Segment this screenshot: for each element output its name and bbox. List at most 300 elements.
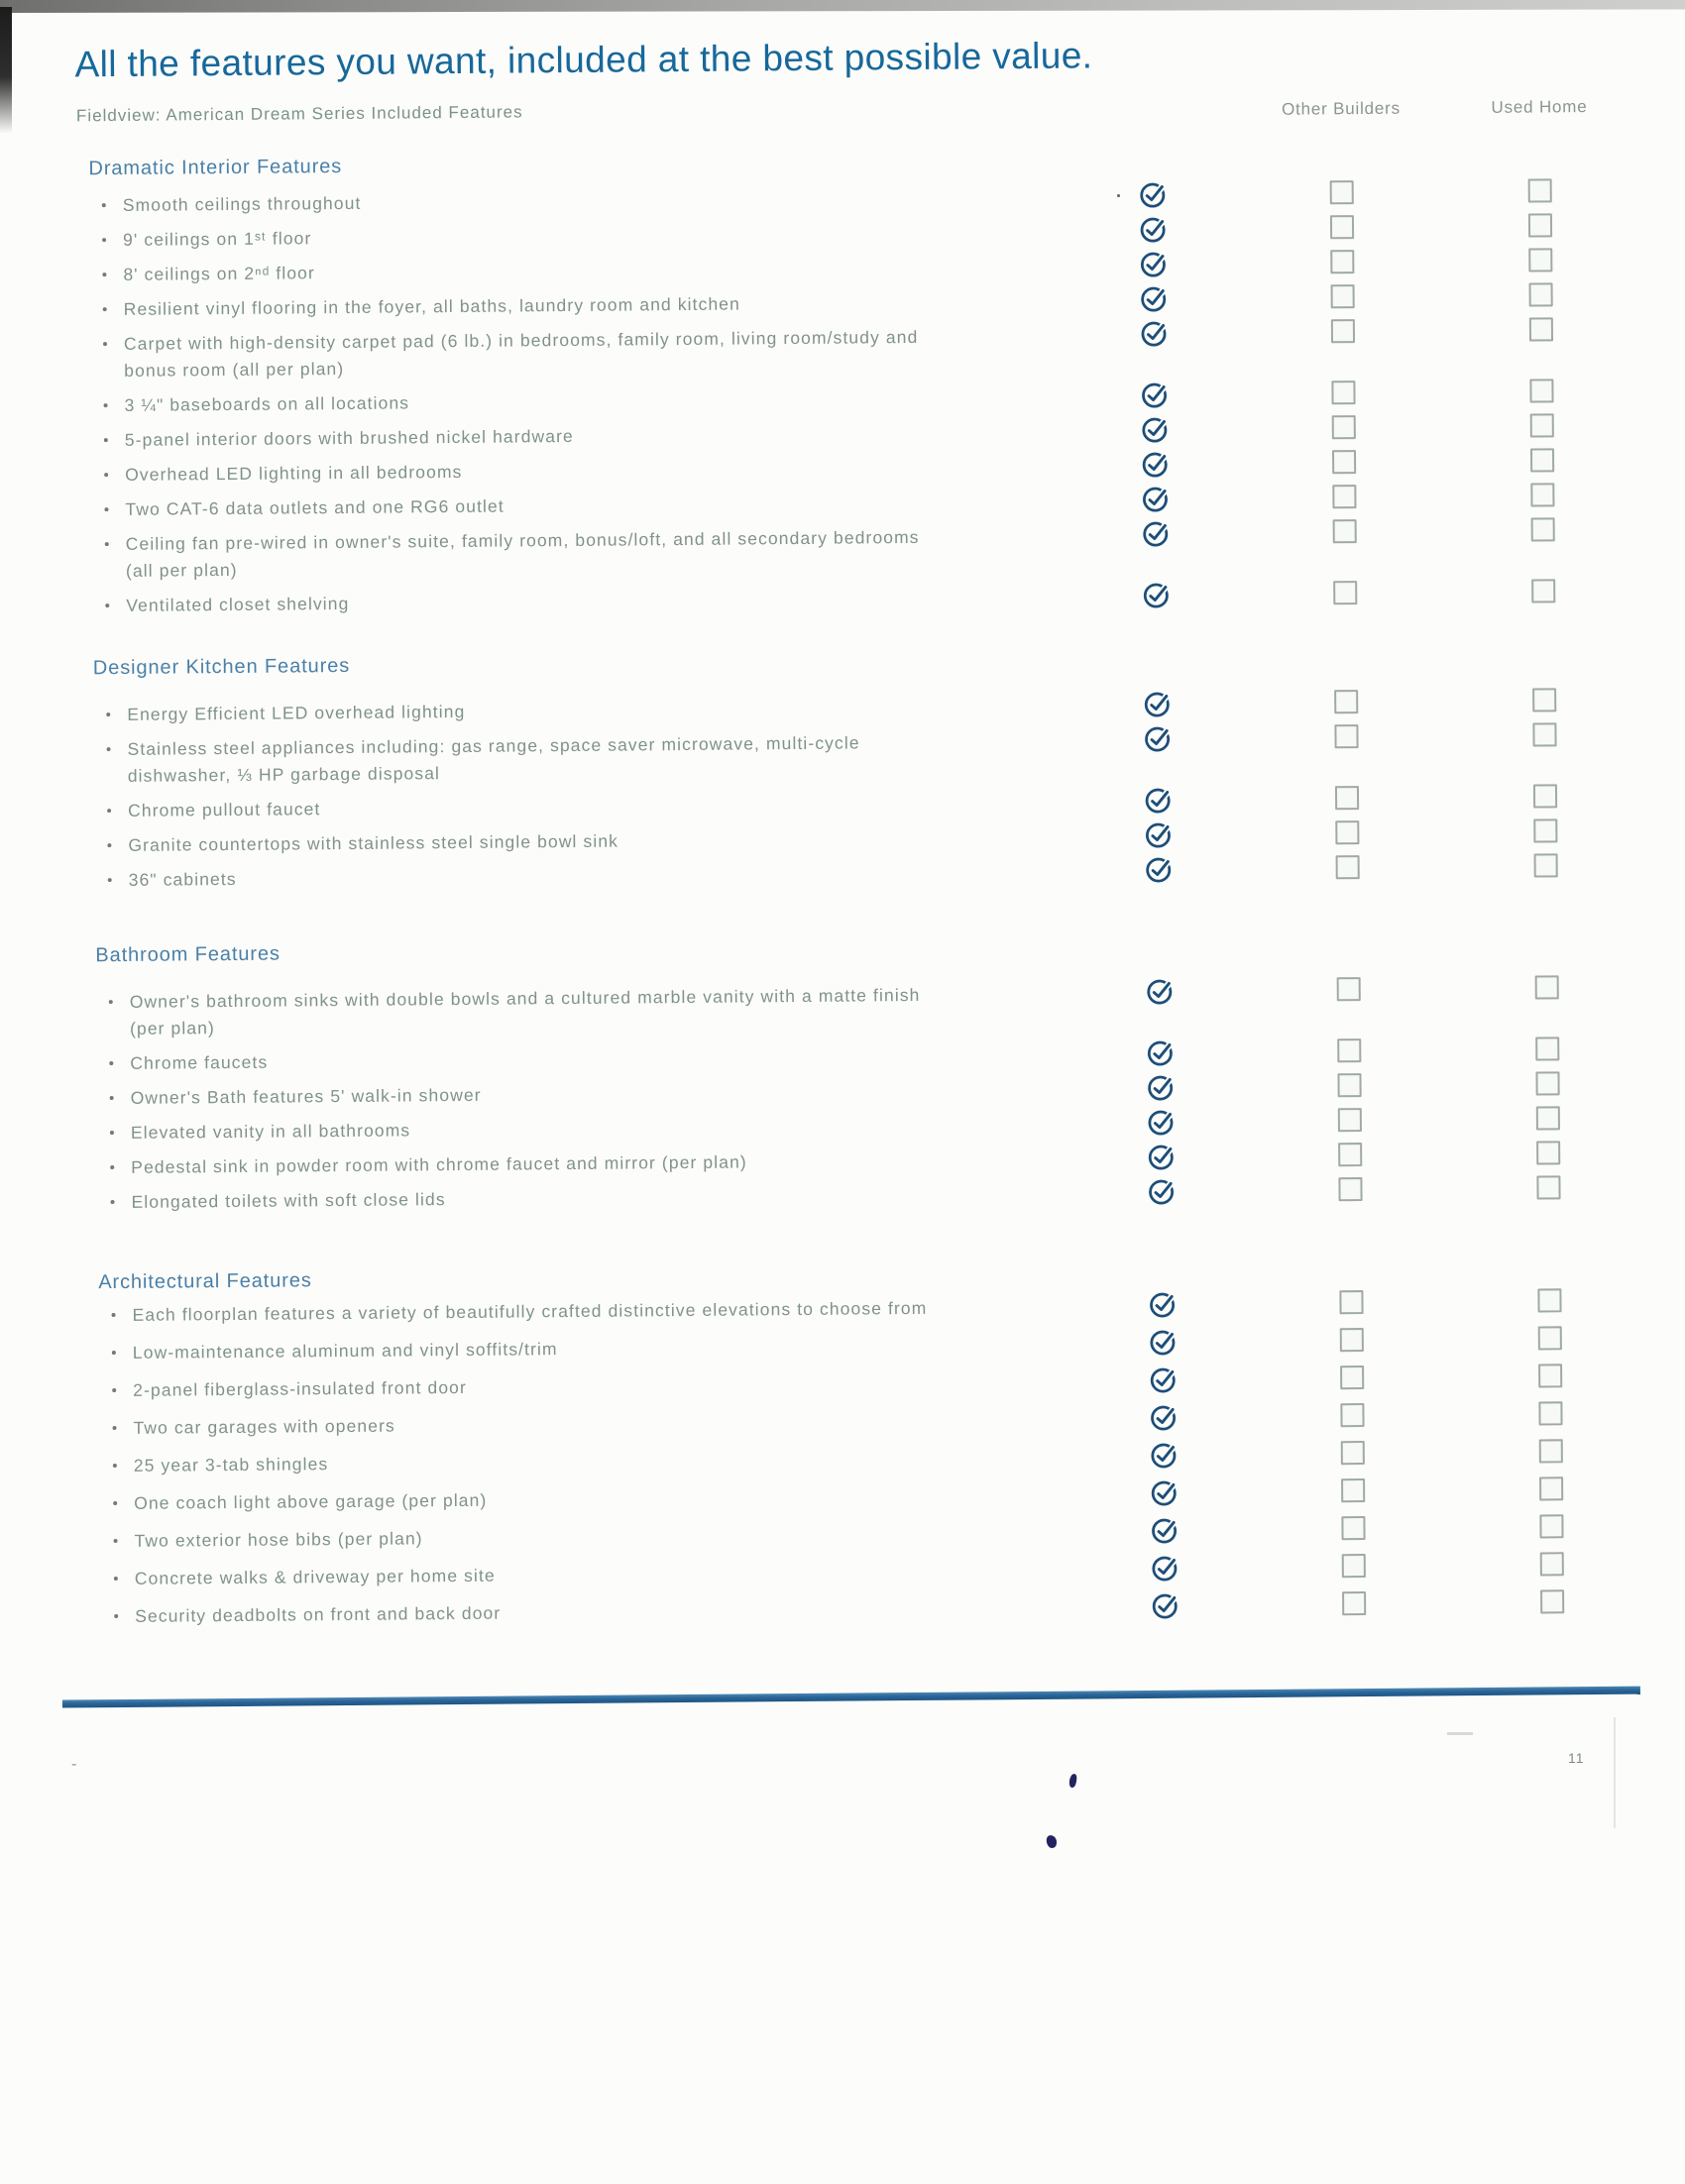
section-rows — [77, 684, 1655, 898]
used-home-cell — [1433, 413, 1651, 438]
used-home-cell — [1436, 784, 1654, 809]
used-home-checkbox — [1538, 1401, 1562, 1425]
other-builders-checkbox — [1337, 1073, 1361, 1097]
other-builders-cell — [1259, 855, 1437, 880]
used-home-checkbox — [1529, 317, 1553, 341]
column-header-used-home: Used Home — [1440, 97, 1638, 119]
used-home-cell — [1442, 1439, 1660, 1464]
included-cell — [1097, 583, 1216, 610]
bullet-icon — [109, 1061, 113, 1065]
included-cell — [1094, 217, 1213, 245]
check-circle-icon — [1144, 820, 1174, 850]
check-circle-icon — [1146, 1038, 1176, 1068]
used-home-checkbox — [1532, 722, 1556, 746]
feature-text-cell — [76, 522, 1097, 585]
check-circle-icon — [1140, 284, 1170, 314]
feature-text: Low-maintenance aluminum and vinyl soffits/trim — [133, 1331, 1104, 1366]
used-home-cell — [1432, 282, 1650, 307]
other-builders-cell — [1261, 1177, 1439, 1202]
used-home-checkbox — [1529, 282, 1553, 306]
bullet-icon — [102, 238, 106, 242]
other-builders-checkbox — [1330, 180, 1354, 204]
other-builders-checkbox — [1338, 1177, 1362, 1201]
other-builders-checkbox — [1339, 1290, 1363, 1314]
other-builders-cell — [1254, 284, 1432, 309]
used-home-cell — [1443, 1552, 1661, 1577]
feature-text: Pedestal sink in powder room with chrome faucet and mirror (per plan) — [131, 1146, 1102, 1181]
other-builders-checkbox — [1341, 1441, 1365, 1465]
feature-text: Elongated toilets with soft close lids — [131, 1180, 1102, 1216]
other-builders-checkbox — [1337, 977, 1361, 1001]
feature-text: Elevated vanity in all bathrooms — [131, 1111, 1102, 1147]
included-cell — [1105, 1443, 1224, 1471]
other-builders-checkbox — [1335, 786, 1359, 810]
used-home-cell — [1433, 448, 1651, 473]
included-cell — [1095, 286, 1214, 314]
used-home-cell — [1443, 1589, 1661, 1614]
feature-text: Chrome pullout faucet — [128, 789, 1099, 824]
other-builders-cell — [1255, 485, 1433, 509]
other-builders-cell — [1262, 1290, 1440, 1315]
other-builders-cell — [1260, 977, 1438, 1002]
included-cell — [1094, 182, 1213, 210]
check-circle-icon — [1146, 977, 1176, 1007]
bullet-icon — [112, 1313, 116, 1317]
other-builders-cell — [1260, 1073, 1438, 1098]
divider-rule — [62, 1687, 1640, 1708]
other-builders-cell — [1261, 1143, 1439, 1167]
bullet-icon — [105, 542, 109, 546]
feature-text-cell — [84, 1481, 1105, 1517]
check-circle-icon — [1147, 1177, 1177, 1207]
feature-text-cell — [75, 418, 1096, 454]
feature-text-cell — [81, 1146, 1102, 1181]
feature-section — [72, 144, 1652, 623]
bullet-icon — [108, 878, 112, 882]
speck-icon — [1117, 194, 1120, 197]
feature-text-cell — [78, 789, 1099, 824]
used-home-checkbox — [1533, 784, 1557, 808]
check-circle-icon — [1149, 1327, 1179, 1357]
feature-text-cell — [84, 1444, 1105, 1479]
bullet-icon — [107, 809, 111, 813]
bullet-icon — [113, 1426, 117, 1430]
feature-text: 5-panel interior doors with brushed nickel hardware — [125, 418, 1096, 454]
section-heading: Bathroom Features — [95, 930, 1655, 967]
feature-text: Energy Efficient LED overhead lighting — [127, 693, 1098, 728]
other-builders-cell — [1253, 215, 1431, 240]
used-home-cell — [1433, 483, 1651, 507]
other-builders-checkbox — [1331, 381, 1355, 404]
other-builders-checkbox — [1337, 1038, 1361, 1062]
bullet-icon — [110, 1096, 114, 1100]
feature-text-cell — [79, 858, 1100, 894]
other-builders-cell — [1263, 1403, 1441, 1428]
used-home-checkbox — [1528, 248, 1552, 272]
check-circle-icon — [1147, 1143, 1177, 1172]
check-circle-icon — [1139, 180, 1169, 210]
section-heading: Designer Kitchen Features — [93, 643, 1653, 680]
feature-text-cell — [85, 1557, 1106, 1592]
bullet-icon — [112, 1351, 116, 1355]
feature-text: Two CAT-6 data outlets and one RG6 outlet — [125, 488, 1096, 523]
check-circle-icon — [1143, 690, 1173, 719]
used-home-checkbox — [1531, 579, 1555, 602]
other-builders-checkbox — [1335, 820, 1359, 844]
feature-text-cell — [85, 1594, 1106, 1630]
feature-text: Concrete walks & driveway per home site — [135, 1557, 1106, 1592]
other-builders-cell — [1253, 250, 1431, 274]
check-circle-icon — [1142, 581, 1172, 610]
used-home-checkbox — [1530, 413, 1554, 437]
included-cell — [1100, 857, 1219, 885]
other-builders-cell — [1257, 690, 1435, 714]
check-circle-icon — [1150, 1477, 1180, 1507]
stray-dash-mark: - — [71, 1756, 76, 1774]
used-home-cell — [1438, 1071, 1656, 1096]
check-circle-icon — [1145, 855, 1175, 885]
used-home-checkbox — [1536, 1141, 1560, 1164]
included-cell — [1103, 1292, 1222, 1320]
other-builders-checkbox — [1332, 415, 1356, 439]
included-cell — [1096, 417, 1215, 445]
other-builders-checkbox — [1338, 1108, 1362, 1132]
used-home-checkbox — [1528, 213, 1552, 237]
bullet-icon — [111, 1200, 115, 1204]
other-builders-cell — [1258, 820, 1436, 845]
other-builders-cell — [1255, 415, 1433, 440]
feature-text-cell — [73, 183, 1094, 219]
check-circle-icon — [1149, 1402, 1179, 1432]
feature-text-cell — [83, 1406, 1104, 1442]
used-home-checkbox — [1530, 483, 1554, 506]
feature-text: Stainless steel appliances including: gas range, space saver microwave, multi-cycle dishwasher, ⅓ HP garbage disposal — [127, 727, 1098, 790]
used-home-cell — [1439, 1175, 1657, 1200]
other-builders-cell — [1255, 450, 1433, 475]
feature-text: Carpet with high-density carpet pad (6 lb.) in bedrooms, family room, living room/study and bonus room (all per plan) — [124, 322, 1095, 384]
feature-text-cell — [75, 453, 1096, 489]
feature-text: 25 year 3-tab shingles — [134, 1444, 1105, 1479]
feature-text: Owner's bathroom sinks with double bowls and a cultured marble vanity with a matte finish (per plan) — [130, 980, 1101, 1042]
included-cell — [1102, 1179, 1221, 1207]
check-circle-icon — [1141, 485, 1171, 514]
used-home-cell — [1436, 819, 1654, 843]
other-builders-cell — [1265, 1591, 1443, 1616]
feature-text: 9' ceilings on 1ˢᵗ floor — [123, 218, 1094, 254]
feature-text: Security deadbolts on front and back door — [135, 1594, 1106, 1630]
other-builders-cell — [1258, 786, 1436, 811]
section-heading: Architectural Features — [98, 1257, 1658, 1294]
other-builders-cell — [1264, 1441, 1442, 1466]
other-builders-checkbox — [1330, 250, 1354, 273]
used-home-cell — [1432, 379, 1650, 403]
other-builders-checkbox — [1340, 1328, 1364, 1352]
other-builders-cell — [1264, 1516, 1442, 1541]
used-home-checkbox — [1528, 178, 1552, 202]
included-cell — [1104, 1405, 1223, 1433]
used-home-checkbox — [1531, 517, 1555, 541]
feature-text-cell — [84, 1519, 1105, 1555]
bullet-icon — [114, 1614, 118, 1618]
other-builders-checkbox — [1330, 215, 1354, 239]
bullet-icon — [109, 1000, 113, 1004]
check-circle-icon — [1140, 319, 1170, 349]
other-builders-checkbox — [1342, 1591, 1366, 1615]
feature-text: 8' ceilings on 2ⁿᵈ floor — [123, 253, 1094, 288]
feature-text-cell — [75, 488, 1096, 523]
other-builders-checkbox — [1334, 690, 1358, 713]
check-circle-icon — [1151, 1553, 1180, 1583]
feature-text: Smooth ceilings throughout — [123, 183, 1094, 219]
feature-text-cell — [77, 727, 1098, 790]
used-home-checkbox — [1540, 1589, 1564, 1613]
other-builders-checkbox — [1336, 855, 1360, 879]
feature-text-cell — [83, 1331, 1104, 1366]
section-rows — [82, 1282, 1661, 1635]
other-builders-checkbox — [1331, 284, 1355, 308]
included-cell — [1094, 252, 1213, 279]
feature-text-cell — [81, 1180, 1102, 1216]
included-cell — [1099, 822, 1218, 850]
used-home-checkbox — [1538, 1326, 1562, 1350]
other-builders-checkbox — [1332, 485, 1356, 508]
other-builders-checkbox — [1333, 581, 1357, 604]
check-circle-icon — [1147, 1108, 1177, 1138]
included-cell — [1104, 1330, 1223, 1358]
other-builders-checkbox — [1338, 1143, 1362, 1166]
bullet-icon — [112, 1388, 116, 1392]
feature-text: Each floorplan features a variety of beautifully crafted distinctive elevations to choose from — [132, 1293, 1103, 1329]
included-cell — [1101, 1075, 1220, 1103]
feature-text-cell — [81, 1076, 1102, 1112]
bullet-icon — [113, 1501, 117, 1505]
bullet-icon — [110, 1131, 114, 1135]
check-circle-icon — [1139, 250, 1169, 279]
bullet-icon — [105, 603, 109, 607]
used-home-cell — [1432, 317, 1650, 342]
used-home-checkbox — [1529, 379, 1553, 402]
used-home-cell — [1439, 1141, 1657, 1165]
bullet-icon — [104, 507, 108, 511]
check-circle-icon — [1139, 215, 1169, 245]
bullet-icon — [102, 273, 106, 276]
check-circle-icon — [1150, 1515, 1180, 1545]
other-builders-checkbox — [1332, 450, 1356, 474]
section-rows — [73, 174, 1653, 623]
included-cell — [1106, 1556, 1225, 1583]
feature-text-cell — [83, 1368, 1104, 1404]
used-home-cell — [1437, 853, 1655, 878]
feature-section — [77, 643, 1655, 898]
included-cell — [1101, 979, 1220, 1007]
used-home-cell — [1434, 517, 1652, 542]
used-home-checkbox — [1536, 1175, 1560, 1199]
used-home-checkbox — [1540, 1552, 1564, 1576]
used-home-checkbox — [1533, 819, 1557, 842]
included-cell — [1095, 382, 1214, 410]
included-cell — [1096, 452, 1215, 480]
used-home-cell — [1431, 248, 1649, 273]
used-home-cell — [1438, 1037, 1656, 1061]
other-builders-cell — [1254, 381, 1432, 405]
used-home-cell — [1438, 975, 1656, 1000]
feature-text-cell — [78, 823, 1099, 859]
page-mark: 11 — [1568, 1750, 1585, 1766]
included-cell — [1102, 1145, 1221, 1172]
used-home-checkbox — [1539, 1439, 1563, 1463]
feature-text-cell — [74, 287, 1095, 323]
feature-text-cell — [73, 253, 1094, 288]
feature-text-cell — [80, 980, 1101, 1042]
bullet-icon — [102, 203, 106, 207]
used-home-cell — [1441, 1401, 1659, 1426]
used-home-checkbox — [1537, 1288, 1561, 1312]
check-circle-icon — [1140, 381, 1170, 410]
page-subtitle: Fieldview: American Dream Series Included Features — [76, 102, 523, 126]
feature-text: One coach light above garage (per plan) — [134, 1481, 1105, 1517]
used-home-cell — [1442, 1514, 1660, 1539]
page-title: All the features you want, included at the best possible value. — [74, 33, 1363, 85]
bullet-icon — [103, 307, 107, 311]
section-heading: Dramatic Interior Features — [88, 144, 1648, 180]
used-home-checkbox — [1539, 1514, 1563, 1538]
check-circle-icon — [1149, 1365, 1179, 1394]
feature-text-cell — [80, 1041, 1101, 1077]
other-builders-cell — [1263, 1328, 1441, 1353]
included-cell — [1099, 788, 1218, 816]
used-home-checkbox — [1534, 853, 1558, 877]
used-home-cell — [1441, 1326, 1659, 1351]
used-home-cell — [1435, 722, 1653, 747]
bullet-icon — [110, 1165, 114, 1169]
included-cell — [1104, 1367, 1223, 1395]
check-circle-icon — [1148, 1289, 1178, 1319]
faint-dash-mark — [1447, 1732, 1473, 1735]
feature-text: Owner's Bath features 5' walk-in shower — [131, 1076, 1102, 1112]
used-home-cell — [1439, 1106, 1657, 1131]
used-home-cell — [1434, 579, 1652, 603]
used-home-checkbox — [1538, 1364, 1562, 1387]
used-home-cell — [1431, 178, 1649, 203]
check-circle-icon — [1142, 519, 1172, 549]
included-cell — [1105, 1480, 1224, 1508]
feature-section — [79, 930, 1657, 1220]
included-cell — [1096, 487, 1215, 514]
other-builders-checkbox — [1334, 724, 1358, 748]
bullet-icon — [114, 1577, 118, 1581]
used-home-checkbox — [1530, 448, 1554, 472]
other-builders-cell — [1253, 180, 1431, 205]
included-cell — [1098, 692, 1217, 719]
other-builders-cell — [1256, 581, 1434, 605]
check-circle-icon — [1141, 450, 1171, 480]
feature-text: Ventilated closet shelving — [126, 584, 1097, 619]
feature-text: 3 ¼" baseboards on all locations — [124, 383, 1095, 419]
feature-text-cell — [82, 1293, 1103, 1329]
feature-text-cell — [73, 218, 1094, 254]
check-circle-icon — [1144, 786, 1174, 816]
other-builders-checkbox — [1333, 519, 1357, 543]
feature-text: 36" cabinets — [129, 858, 1100, 894]
feature-text-cell — [76, 584, 1097, 619]
used-home-cell — [1435, 688, 1653, 712]
included-cell — [1101, 1040, 1220, 1068]
column-header-other-builders: Other Builders — [1252, 98, 1430, 120]
check-circle-icon — [1141, 415, 1171, 445]
other-builders-checkbox — [1340, 1365, 1364, 1389]
used-home-cell — [1440, 1288, 1658, 1313]
other-builders-cell — [1254, 319, 1432, 344]
used-home-checkbox — [1532, 688, 1556, 711]
other-builders-checkbox — [1342, 1554, 1366, 1578]
bullet-icon — [113, 1464, 117, 1468]
feature-text-cell — [77, 693, 1098, 728]
feature-text: Chrome faucets — [130, 1041, 1101, 1077]
included-cell — [1095, 321, 1214, 349]
feature-text: Granite countertops with stainless steel single bowl sink — [128, 823, 1099, 859]
feature-text-cell — [74, 322, 1095, 384]
bullet-icon — [104, 438, 108, 442]
feature-text-cell — [81, 1111, 1102, 1147]
used-home-cell — [1442, 1476, 1660, 1501]
feature-text: Overhead LED lighting in all bedrooms — [125, 453, 1096, 489]
used-home-checkbox — [1535, 1071, 1559, 1095]
feature-section — [82, 1257, 1661, 1635]
section-rows — [80, 971, 1658, 1220]
bullet-icon — [114, 1539, 118, 1543]
other-builders-cell — [1261, 1108, 1439, 1133]
used-home-checkbox — [1539, 1476, 1563, 1500]
scan-corner-shadow — [0, 7, 12, 134]
feature-text: Ceiling fan pre-wired in owner's suite, family room, bonus/loft, and all secondary bedrooms (all per plan) — [126, 522, 1097, 585]
included-cell — [1105, 1518, 1224, 1546]
check-circle-icon — [1151, 1590, 1180, 1620]
included-cell — [1097, 521, 1216, 549]
bullet-icon — [104, 403, 108, 407]
used-home-cell — [1431, 213, 1649, 238]
included-cell — [1098, 726, 1217, 754]
other-builders-cell — [1263, 1365, 1441, 1390]
used-home-cell — [1441, 1364, 1659, 1388]
other-builders-cell — [1264, 1478, 1442, 1503]
check-circle-icon — [1143, 724, 1173, 754]
included-cell — [1106, 1593, 1225, 1621]
other-builders-cell — [1256, 519, 1434, 544]
feature-text-cell — [74, 383, 1095, 419]
other-builders-checkbox — [1341, 1516, 1365, 1540]
feature-text: 2-panel fiberglass-insulated front door — [133, 1368, 1104, 1404]
included-cell — [1102, 1110, 1221, 1138]
other-builders-checkbox — [1331, 319, 1355, 343]
feature-text: Two car garages with openers — [133, 1406, 1104, 1442]
bullet-icon — [104, 473, 108, 477]
bullet-icon — [106, 712, 110, 716]
scan-line-artifact — [1614, 1717, 1616, 1828]
used-home-checkbox — [1536, 1106, 1560, 1130]
other-builders-cell — [1265, 1554, 1443, 1579]
other-builders-checkbox — [1340, 1403, 1364, 1427]
feature-text: Resilient vinyl flooring in the foyer, all baths, laundry room and kitchen — [124, 287, 1095, 323]
used-home-checkbox — [1535, 1037, 1559, 1060]
used-home-checkbox — [1535, 975, 1559, 999]
bullet-icon — [107, 747, 111, 751]
check-circle-icon — [1146, 1073, 1176, 1103]
bullet-icon — [103, 342, 107, 346]
other-builders-cell — [1257, 724, 1435, 749]
check-circle-icon — [1150, 1440, 1180, 1470]
other-builders-checkbox — [1341, 1478, 1365, 1502]
feature-text: Two exterior hose bibs (per plan) — [134, 1519, 1105, 1555]
